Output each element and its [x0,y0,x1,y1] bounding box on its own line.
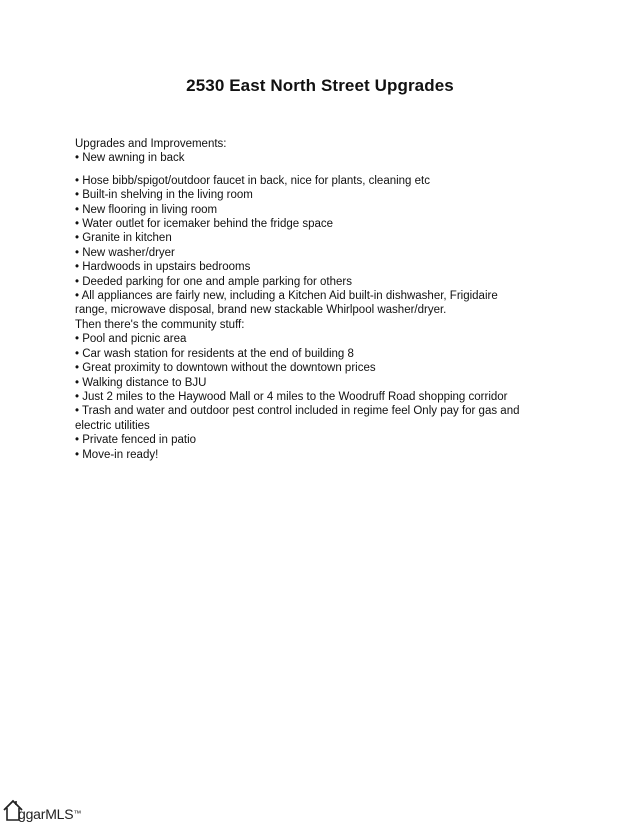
list-item: • Deeded parking for one and ample parking for others [75,275,352,288]
list-item: Then there's the community stuff: [75,318,245,331]
watermark-text [18,806,81,822]
document-title: 2530 East North Street Upgrades [186,76,454,95]
list-item: • Walking distance to BJU [75,376,207,389]
upgrade-list-2 [75,174,580,462]
list-item: • Hardwoods in upstairs bedrooms [75,261,251,274]
list-item: • Move-in ready! [75,448,159,461]
list-item: • Car wash station for residents at the end of building 8 [75,347,354,360]
intro-line: Upgrades and Improvements: [75,138,227,150]
list-item: • New awning in back [75,152,185,165]
list-item: • All appliances are fairly new, including a Kitchen Aid built-in dishwasher, Frigidaire [75,290,498,303]
list-item: • Granite in kitchen [75,232,172,245]
upgrade-list-1 [75,151,580,165]
list-item: • Built-in shelving in the living room [75,189,253,202]
document-body [75,137,580,462]
list-item: • Just 2 miles to the Haywood Mall or 4 miles to the Woodruff Road shopping corridor [75,390,508,403]
trademark: ™ [73,809,82,818]
list-item: range, microwave disposal, brand new stackable Whirlpool washer/dryer. [75,304,447,317]
list-item: • Pool and picnic area [75,333,187,346]
mls-watermark-logo [2,798,81,822]
watermark-name: ggarMLS [18,806,74,822]
list-item: • Water outlet for icemaker behind the fridge space [75,218,334,231]
list-item: • Great proximity to downtown without the downtown prices [75,362,376,375]
list-item: electric utilities [75,419,150,432]
list-item: • Private fenced in patio [75,434,197,447]
list-item: • Hose bibb/spigot/outdoor faucet in back, nice for plants, cleaning etc [75,174,430,187]
list-item: • New washer/dryer [75,246,175,259]
list-item: • Trash and water and outdoor pest control included in regime feel Only pay for gas and [75,405,520,418]
spacer [75,166,580,174]
list-item: • New flooring in living room [75,203,218,216]
